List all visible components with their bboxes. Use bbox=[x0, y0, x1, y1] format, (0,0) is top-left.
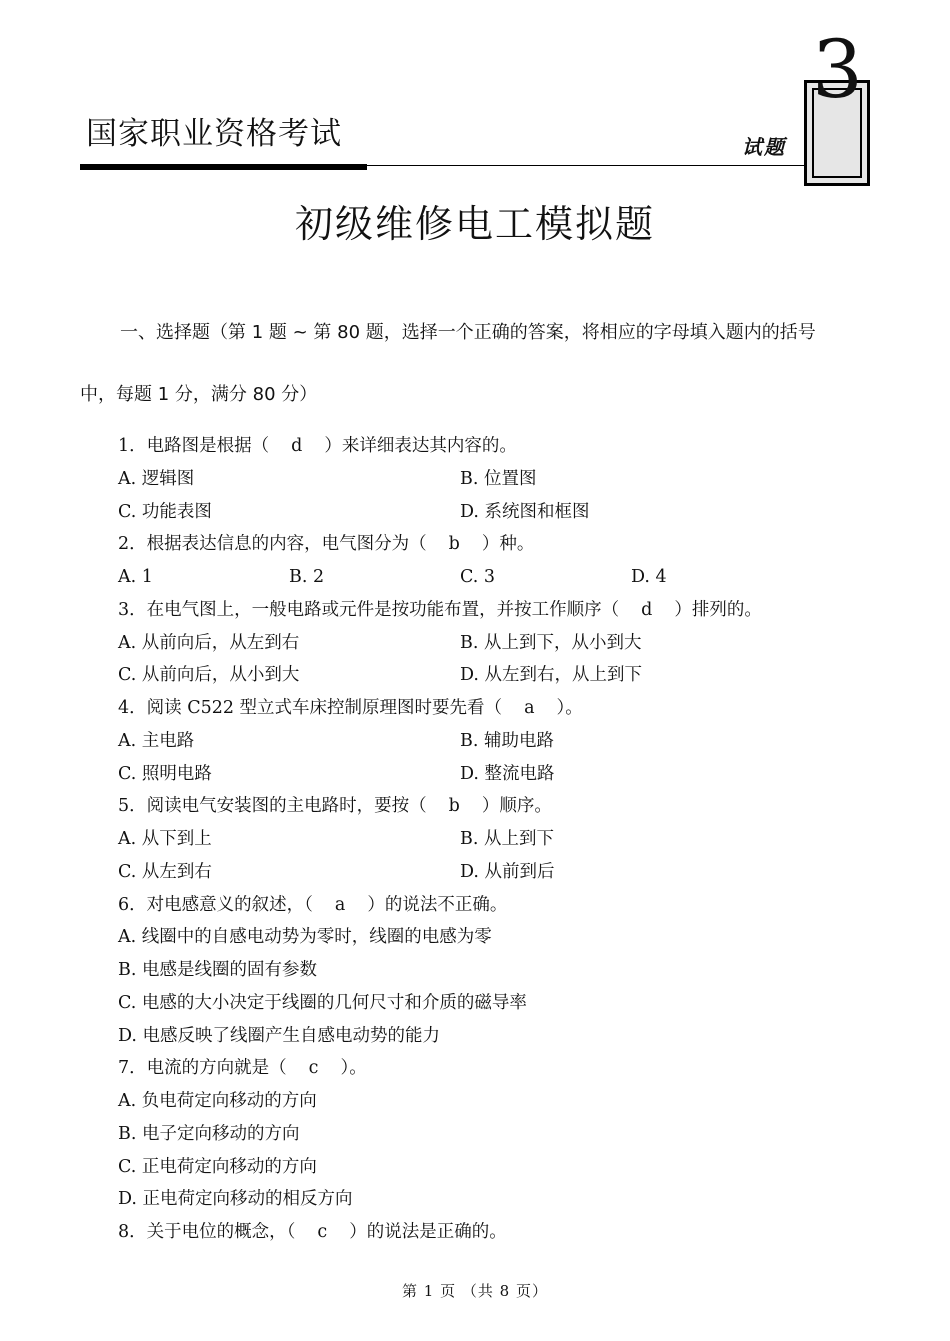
section-heading-line1: 一、选择题（第 1 题 ~ 第 80 题，选择一个正确的答案，将相应的字母填入题内的括号 bbox=[120, 322, 816, 343]
option-d: D. 电感反映了线圈产生自感电动势的能力 bbox=[118, 1025, 441, 1046]
chapter-number: 3 bbox=[812, 23, 863, 116]
option-a: A. 线圈中的自感电动势为零时，线圈的电感为零 bbox=[118, 927, 492, 948]
option-b: B. 电感是线圈的固有参数 bbox=[118, 960, 317, 980]
question-stem-end: ）。 bbox=[556, 698, 583, 718]
question-answer: c bbox=[308, 1058, 319, 1079]
option-d: D. 整流电路 bbox=[460, 763, 555, 784]
option-d: D. 4 bbox=[631, 567, 667, 587]
option-row bbox=[118, 954, 878, 987]
header-label: 试题 bbox=[742, 135, 786, 159]
option-row bbox=[118, 987, 878, 1020]
option-row bbox=[118, 1020, 878, 1053]
option-row bbox=[118, 627, 878, 660]
option-row bbox=[118, 463, 878, 496]
option-d: D. 正电荷定向移动的相反方向 bbox=[118, 1189, 353, 1210]
option-c: C. 3 bbox=[460, 567, 496, 587]
question-answer: d bbox=[291, 436, 303, 456]
question-stem-end: ）排列的。 bbox=[674, 599, 762, 620]
option-row bbox=[118, 758, 878, 791]
question-5 bbox=[118, 790, 878, 823]
option-d: D. 从左到右，从上到下 bbox=[460, 665, 643, 686]
option-b: B. 位置图 bbox=[460, 468, 537, 489]
option-row bbox=[118, 1183, 878, 1216]
option-row bbox=[118, 1118, 878, 1151]
question-stem: 3．在电气图上，一般电路或元件是按功能布置，并按工作顺序（ bbox=[118, 599, 620, 620]
header-rule-thin bbox=[367, 165, 807, 166]
question-list bbox=[118, 430, 878, 1249]
question-stem: 2．根据表达信息的内容，电气图分为（ bbox=[118, 534, 427, 555]
question-8 bbox=[118, 1216, 878, 1249]
question-2 bbox=[118, 528, 878, 561]
question-3 bbox=[118, 594, 878, 627]
question-stem: 8．关于电位的概念，（ bbox=[118, 1222, 296, 1242]
option-d: D. 从前到后 bbox=[460, 861, 555, 882]
option-b: B. 电子定向移动的方向 bbox=[118, 1123, 300, 1144]
option-b: B. 2 bbox=[289, 567, 325, 587]
question-answer: b bbox=[448, 796, 460, 817]
option-row bbox=[118, 823, 878, 856]
question-stem-end: ）种。 bbox=[481, 534, 535, 555]
option-row bbox=[118, 725, 878, 758]
option-row bbox=[118, 561, 878, 594]
option-a: A. 负电荷定向移动的方向 bbox=[118, 1091, 317, 1111]
option-c: C. 电感的大小决定于线圈的几何尺寸和介质的磁导率 bbox=[118, 992, 527, 1013]
option-a: A. 逻辑图 bbox=[118, 468, 195, 489]
question-stem: 6．对电感意义的叙述，（ bbox=[118, 894, 313, 915]
question-stem: 7．电流的方向就是（ bbox=[118, 1058, 287, 1079]
question-4 bbox=[118, 692, 878, 725]
option-a: A. 1 bbox=[118, 567, 153, 587]
page-footer: 第 1 页 （共 8 页） bbox=[402, 1282, 548, 1300]
option-row bbox=[118, 1085, 878, 1118]
option-row bbox=[118, 659, 878, 692]
question-stem-end: ）来详细表达其内容的。 bbox=[324, 436, 517, 456]
option-row bbox=[118, 496, 878, 529]
header-title: 国家职业资格考试 bbox=[86, 116, 342, 152]
section-heading-line2: 中，每题 1 分，满分 80 分） bbox=[80, 384, 318, 405]
question-stem-end: ）的说法是正确的。 bbox=[349, 1222, 507, 1242]
question-stem-end: ）顺序。 bbox=[481, 796, 552, 817]
question-answer: c bbox=[317, 1222, 328, 1242]
option-row bbox=[118, 856, 878, 889]
question-answer: a bbox=[334, 894, 346, 915]
question-stem: 1．电路图是根据（ bbox=[118, 436, 270, 456]
question-stem: 5．阅读电气安装图的主电路时，要按（ bbox=[118, 796, 427, 817]
option-a: A. 从前向后，从左到右 bbox=[118, 632, 300, 653]
question-answer: b bbox=[448, 534, 460, 555]
option-c: C. 从前向后，从小到大 bbox=[118, 665, 300, 686]
option-row bbox=[118, 921, 878, 954]
option-b: B. 从上到下 bbox=[460, 829, 554, 849]
question-answer: d bbox=[641, 599, 653, 620]
option-b: B. 辅助电路 bbox=[460, 730, 554, 751]
question-6 bbox=[118, 889, 878, 922]
option-b: B. 从上到下，从小到大 bbox=[460, 632, 642, 653]
document-title: 初级维修电工模拟题 bbox=[294, 202, 655, 246]
question-answer: a bbox=[524, 698, 535, 718]
option-row bbox=[118, 1151, 878, 1184]
option-a: A. 从下到上 bbox=[118, 829, 212, 849]
option-a: A. 主电路 bbox=[118, 730, 195, 751]
header-rule-thick bbox=[80, 164, 367, 170]
option-c: C. 正电荷定向移动的方向 bbox=[118, 1156, 317, 1177]
question-stem-end: ）的说法不正确。 bbox=[367, 894, 508, 915]
option-c: C. 从左到右 bbox=[118, 861, 212, 882]
question-stem: 4．阅读 C522 型立式车床控制原理图时要先看（ bbox=[118, 698, 503, 718]
question-7 bbox=[118, 1052, 878, 1085]
option-c: C. 功能表图 bbox=[118, 501, 212, 522]
option-d: D. 系统图和框图 bbox=[460, 501, 590, 522]
question-stem-end: ）。 bbox=[340, 1058, 367, 1079]
question-1 bbox=[118, 430, 878, 463]
option-c: C. 照明电路 bbox=[118, 763, 212, 784]
